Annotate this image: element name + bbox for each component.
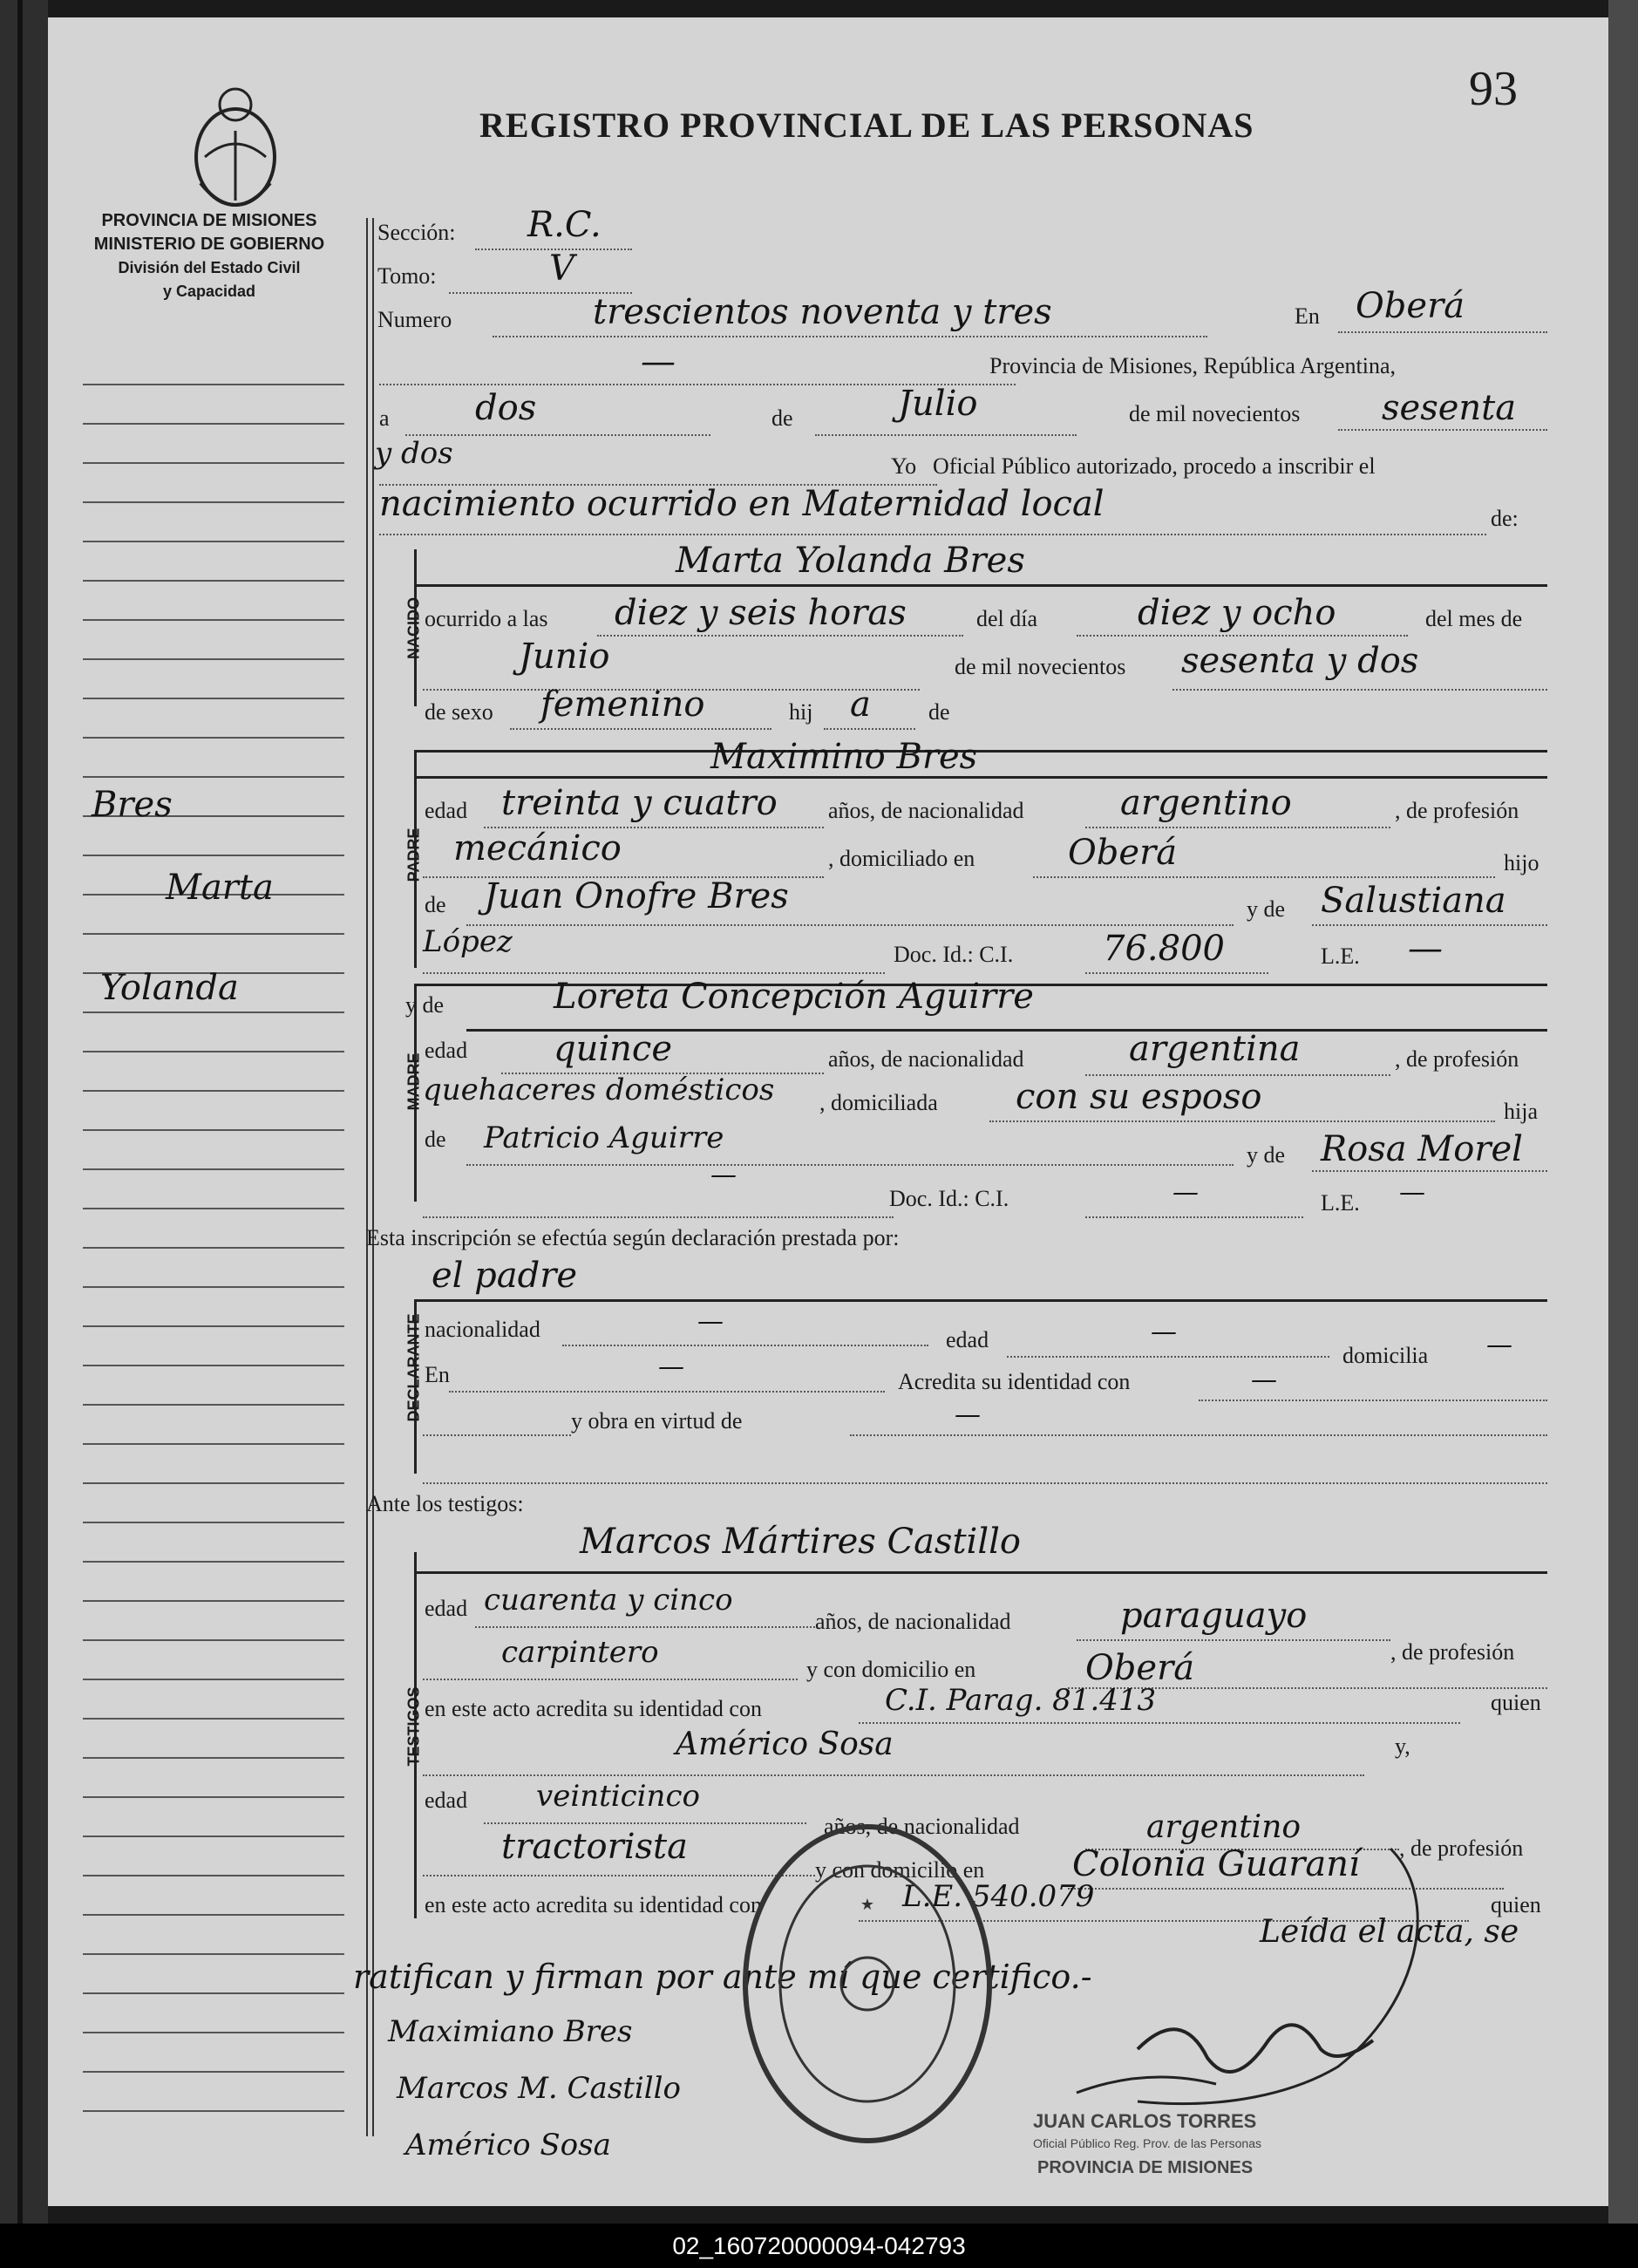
issuer-division: División del Estado Civil [118,259,301,276]
value-madre-edad: quince [554,1029,672,1069]
issuer-capacity: y Capacidad [162,283,256,300]
official-title: Oficial Público Reg. Prov. de las Personas [1033,2136,1261,2150]
section-madre: MADRE [404,1052,423,1111]
label-edad-d: edad [946,1327,989,1352]
signature-father: Maximiano Bres [388,2014,633,2049]
value-t1-doc: C.I. Parag. 81.413 [885,1683,1157,1718]
value-t1-prof: carpintero [501,1635,659,1670]
value-padre-madre: Salustiana [1321,881,1506,921]
label-acredita-t2: en este acto acredita su identidad con [425,1892,762,1917]
closing-text-2: ratifican y firman por ante mí que certifico.- [353,1958,1092,1996]
value-padre-nombre: Maximino Bres [710,737,978,777]
label-provincia: Provincia de Misiones, República Argentina, [989,353,1396,378]
value-madre-dom: con su esposo [1016,1077,1262,1117]
value-t1-nac: paraguayo [1120,1596,1308,1636]
svg-text:★: ★ [860,1896,875,1913]
label-doc-id-p: Doc. Id.: C.I. [894,942,1014,967]
value-t2-nac: argentino [1146,1809,1302,1845]
label-le-m: L.E. [1321,1190,1360,1216]
dash-decl-nac: — [697,1306,724,1337]
label-hijo: hijo [1504,850,1539,875]
label-sexo: de sexo [425,699,493,725]
value-padre-le: — [1408,929,1443,969]
label-esta-inscripcion: Esta inscripción se efectúa según declaración prestada por: [366,1225,900,1250]
value-madre-le: — [1399,1177,1425,1208]
label-a: a [379,405,390,431]
label-oficial: Oficial Público autorizado, procedo a inscribir el [933,453,1376,479]
value-madre-ci: — [1172,1177,1199,1208]
label-y-de-m: y de [1247,1142,1286,1168]
dash-decl-en: — [658,1352,684,1382]
label-edad-t1: edad [425,1596,468,1621]
value-t1-edad: cuarenta y cinco [484,1583,733,1618]
value-anio1: sesenta [1382,388,1517,428]
label-mil-nov: de mil novecientos [1129,401,1301,426]
label-quien-t2: quien [1491,1892,1541,1917]
label-del-dia: del día [976,606,1038,631]
value-testigo2: Américo Sosa [676,1727,894,1762]
official-signature [1007,1831,1495,2119]
margin-surname: Bres [92,785,173,825]
label-en: En [1295,303,1320,329]
label-seccion: Sección: [377,220,456,245]
label-anios-nac-m: años, de nacionalidad [828,1046,1024,1072]
file-id-bar: 02_160720000094-042793 [0,2224,1638,2268]
label-prof-m: , de profesión [1395,1046,1519,1072]
label-ante-testigos: Ante los testigos: [366,1491,524,1516]
label-prof-t2: , de profesión [1399,1836,1524,1861]
value-padre-dom: Oberá [1068,833,1178,873]
margin-name2: Yolanda [100,968,239,1008]
label-y-coma: y, [1395,1733,1410,1759]
label-acredita-t1: en este acto acredita su identidad con [425,1696,762,1721]
value-padre-prof: mecánico [453,828,622,868]
dash-1: — [641,342,676,382]
value-mes-nac: Junio [519,637,610,677]
value-t2-prof: tractorista [501,1827,688,1867]
label-en-d: En [425,1362,450,1387]
official-province: PROVINCIA DE MISIONES [1037,2158,1254,2177]
label-domiciliado: , domiciliado en [828,846,975,871]
label-yo: Yo [891,453,917,479]
coat-of-arms-icon [187,78,283,227]
book-binding-left [0,0,48,2224]
label-anios-nac-t1: años, de nacionalidad [815,1609,1011,1634]
value-padre-nac: argentino [1120,783,1292,823]
book-binding-right [1608,0,1638,2224]
official-name: JUAN CARLOS TORRES [1033,2110,1257,2132]
label-domicilia: domicilia [1342,1343,1429,1368]
value-t1-dom: Oberá [1085,1648,1195,1688]
signature-witness2: Américo Sosa [405,2128,611,2162]
value-t2-dom: Colonia Guaraní [1072,1844,1360,1884]
value-hecho: nacimiento ocurrido en Maternidad local [379,484,1104,524]
value-anio-nac: sesenta y dos [1181,641,1419,681]
label-y-de-p: y de [1247,896,1286,922]
issuer-ministry: MINISTERIO DE GOBIERNO [93,235,325,254]
value-t2-edad: veinticinco [536,1779,700,1814]
issuer-block [83,209,336,303]
value-hora: diez y seis horas [615,593,907,633]
value-madre-prof: quehaceres domésticos [423,1073,775,1107]
label-obra: y obra en virtud de [571,1408,743,1434]
value-hij-suffix: a [850,684,871,725]
label-de-colon: de: [1491,506,1519,531]
value-tomo: V [549,249,574,289]
value-t2-doc: L.E. 540.079 [902,1879,1095,1914]
label-del-mes: del mes de [1425,606,1523,631]
value-padre-ci: 76.800 [1103,929,1225,969]
page-number: 93 [1469,62,1518,116]
registry-page [48,17,1608,2206]
label-de4: de [425,1127,446,1152]
value-sexo: femenino [540,684,705,725]
label-mil-nov2: de mil novecientos [955,654,1126,679]
dash-decl-obra: — [955,1400,981,1430]
section-declarante: DECLARANTE [404,1313,423,1422]
value-padre-madre2: López [423,924,513,959]
closing-text-1: Leída el acta, se [1260,1914,1519,1950]
dash-decl-dom: — [1486,1330,1512,1360]
dash-madre: — [710,1160,737,1190]
label-de2: de [928,699,950,725]
label-edad-p: edad [425,798,468,823]
section-nacido: NACIDO [404,597,423,659]
label-domiciliada: , domiciliada [819,1090,938,1115]
value-anio2: y dos [375,436,453,471]
value-lugar: Oberá [1356,286,1465,326]
label-acredita: Acredita su identidad con [898,1369,1131,1394]
label-de1: de [771,405,793,431]
margin-name1: Marta [166,868,274,908]
value-nacido-nombre: Marta Yolanda Bres [676,541,1025,581]
official-seal-stamp [728,1814,1007,2154]
page-title: REGISTRO PROVINCIAL DE LAS PERSONAS [479,106,1254,145]
label-le-p: L.E. [1321,943,1360,969]
value-madre-nombre: Loreta Concepción Aguirre [554,977,1034,1017]
section-padre: PADRE [404,828,423,882]
value-numero: trescientos noventa y tres [593,292,1052,332]
value-seccion: R.C. [527,205,602,245]
label-quien-t1: quien [1491,1690,1541,1715]
label-anios-nac-p: años, de nacionalidad [828,798,1024,823]
label-anios-nac-t2: años, de nacionalidad [824,1814,1020,1839]
value-madre-padre: Patricio Aguirre [484,1120,724,1155]
value-padre-padre: Juan Onofre Bres [484,876,789,916]
value-testigo1: Marcos Mártires Castillo [580,1522,1021,1562]
signature-witness1: Marcos M. Castillo [397,2071,682,2106]
issuer-province: PROVINCIA DE MISIONES [101,211,317,230]
label-edad-m: edad [425,1038,468,1063]
label-con-dom-t2: y con domicilio en [815,1857,985,1883]
label-con-dom-t1: y con domicilio en [806,1657,976,1682]
label-prof-t1: , de profesión [1390,1639,1515,1665]
label-hij: hij [789,699,813,725]
label-hija: hija [1504,1099,1538,1124]
dash-decl-edad: — [1151,1317,1177,1347]
label-prof-p: , de profesión [1395,798,1519,823]
label-edad-t2: edad [425,1788,468,1813]
value-dia: dos [475,388,537,428]
label-ocurrido: ocurrido a las [425,606,548,631]
label-nacionalidad-d: nacionalidad [425,1317,540,1342]
label-de3: de [425,892,446,917]
section-testigos: TESTIGOS [404,1686,423,1767]
dash-decl-acredita: — [1251,1365,1277,1395]
label-tomo: Tomo: [377,263,437,289]
value-dia-nac: diez y ocho [1138,593,1336,633]
label-doc-id-m: Doc. Id.: C.I. [889,1186,1009,1211]
value-mes: Julio [898,384,978,424]
label-numero: Numero [377,307,452,332]
label-y-de-m0: y de [405,992,445,1018]
value-madre-madre: Rosa Morel [1321,1129,1523,1169]
value-madre-nac: argentina [1129,1029,1301,1069]
value-declarante: el padre [432,1256,578,1296]
value-padre-edad: treinta y cuatro [501,783,778,823]
